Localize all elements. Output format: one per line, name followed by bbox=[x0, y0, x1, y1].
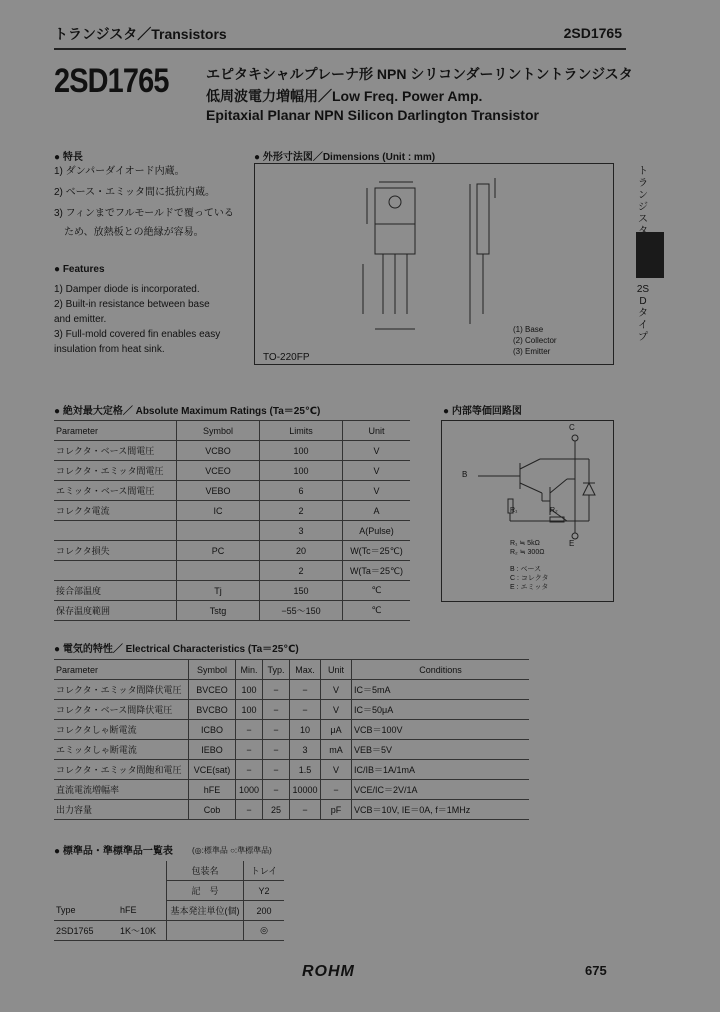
cell-limit: −55〜150 bbox=[260, 601, 343, 621]
pin-label: (3) Emitter bbox=[513, 347, 551, 356]
table-row bbox=[54, 601, 410, 621]
sidebar-text-1: トランジス bbox=[638, 166, 648, 225]
table-row bbox=[54, 921, 284, 941]
package-name: TO-220FP bbox=[263, 352, 310, 363]
table-row bbox=[54, 680, 529, 700]
col-header: Limits bbox=[260, 421, 343, 441]
cell: 記 号 bbox=[167, 881, 244, 901]
col-header: Max. bbox=[290, 660, 321, 680]
cell-unit: ℃ bbox=[343, 601, 411, 621]
cell-unit: V bbox=[343, 461, 411, 481]
circuit-label-r2: R₂ bbox=[550, 507, 558, 514]
cell-param: コレクタ・エミッタ間降伏電圧 bbox=[54, 680, 189, 700]
cell-symbol: Tstg bbox=[177, 601, 260, 621]
packaging-note: (◎:標準品 ○:準標準品) bbox=[192, 846, 272, 855]
circuit-box bbox=[441, 420, 614, 602]
cell-limit: 6 bbox=[260, 481, 343, 501]
col-header: Unit bbox=[343, 421, 411, 441]
col-header: Min. bbox=[236, 660, 263, 680]
abs-max-heading: ● 絶対最大定格／ Absolute Maximum Ratings (Ta＝25℃) bbox=[54, 406, 321, 417]
col-header: Parameter bbox=[54, 660, 189, 680]
cell: 基本発注単位(個) bbox=[167, 901, 244, 921]
cell bbox=[54, 861, 118, 881]
table-row bbox=[54, 780, 529, 800]
cell-min: 100 bbox=[236, 680, 263, 700]
features-en-list bbox=[54, 282, 220, 357]
cell-param: コレクタ電流 bbox=[54, 501, 177, 521]
cell-symbol: PC bbox=[177, 541, 260, 561]
packaging-heading: ● 標準品・準標準品一覧表 bbox=[54, 846, 173, 857]
dimensions-heading: ● 外形寸法図／Dimensions (Unit : mm) bbox=[254, 152, 436, 163]
title-line-1: エピタキシャルプレーナ形 NPN シリコンダーリントントランジスタ bbox=[206, 66, 633, 82]
cell-unit: V bbox=[321, 760, 352, 780]
features-en-item: 2) Built-in resistance between base bbox=[54, 299, 210, 310]
cell-unit: V bbox=[343, 481, 411, 501]
features-en-item: 1) Damper diode is incorporated. bbox=[54, 284, 200, 295]
cell-min: 100 bbox=[236, 700, 263, 720]
cell-unit: pF bbox=[321, 800, 352, 820]
cell-symbol: hFE bbox=[189, 780, 236, 800]
cell-limit: 100 bbox=[260, 461, 343, 481]
table-row bbox=[54, 861, 284, 881]
pin-label: (1) Base bbox=[513, 325, 544, 334]
cell-symbol bbox=[177, 561, 260, 581]
title-line-2: 低周波電力増幅用／Low Freq. Power Amp. bbox=[206, 88, 483, 104]
col-header: Symbol bbox=[189, 660, 236, 680]
table-row bbox=[54, 581, 410, 601]
cell-param bbox=[54, 561, 177, 581]
elec-heading: ● 電気的特性／ Electrical Characteristics (Ta＝25℃) bbox=[54, 644, 299, 655]
cell-unit: − bbox=[321, 780, 352, 800]
table-row bbox=[54, 561, 410, 581]
packaging-table bbox=[54, 861, 284, 941]
cell-unit: V bbox=[343, 441, 411, 461]
table-row bbox=[54, 541, 410, 561]
cell-unit: μA bbox=[321, 720, 352, 740]
cell-unit: A(Pulse) bbox=[343, 521, 411, 541]
features-jp-list bbox=[54, 164, 234, 240]
cell-param: 保存温度範囲 bbox=[54, 601, 177, 621]
cell-cond: VCB＝10V, IE＝0A, f＝1MHz bbox=[352, 800, 530, 820]
features-en-item: and emitter. bbox=[54, 314, 107, 325]
table-header-row bbox=[54, 660, 529, 680]
resistor-value: R₂ ≒ 300Ω bbox=[510, 549, 545, 556]
table-row bbox=[54, 521, 410, 541]
cell-limit: 2 bbox=[260, 501, 343, 521]
cell-min: − bbox=[236, 720, 263, 740]
table-row bbox=[54, 700, 529, 720]
cell-param: コレクタ・エミッタ間飽和電圧 bbox=[54, 760, 189, 780]
features-jp-item: 1) ダンパーダイオード内蔵。 bbox=[54, 166, 185, 177]
cell-symbol: VCE(sat) bbox=[189, 760, 236, 780]
cell-symbol: ICBO bbox=[189, 720, 236, 740]
cell-symbol: VEBO bbox=[177, 481, 260, 501]
cell-param: 出力容量 bbox=[54, 800, 189, 820]
cell: 2SD1765 bbox=[54, 921, 118, 941]
cell bbox=[54, 881, 118, 901]
cell-typ: 25 bbox=[263, 800, 290, 820]
cell-symbol: VCEO bbox=[177, 461, 260, 481]
cell: 包装名 bbox=[167, 861, 244, 881]
cell-symbol: VCBO bbox=[177, 441, 260, 461]
cell-symbol: IEBO bbox=[189, 740, 236, 760]
features-en-item: 3) Full-mold covered fin enables easy bbox=[54, 329, 221, 340]
cell-cond: VCB＝100V bbox=[352, 720, 530, 740]
cell-symbol: Cob bbox=[189, 800, 236, 820]
cell-symbol: IC bbox=[177, 501, 260, 521]
cell-min: 1000 bbox=[236, 780, 263, 800]
cell-limit: 20 bbox=[260, 541, 343, 561]
cell-max: − bbox=[290, 800, 321, 820]
legend-item: E : エミッタ bbox=[510, 584, 549, 591]
cell: Y2 bbox=[244, 881, 285, 901]
cell-param: エミッタしゃ断電流 bbox=[54, 740, 189, 760]
cell-typ: − bbox=[263, 740, 290, 760]
abs-max-table bbox=[54, 420, 410, 621]
cell-max: − bbox=[290, 700, 321, 720]
header-part-number: 2SD1765 bbox=[563, 25, 622, 41]
table-row bbox=[54, 441, 410, 461]
cell-min: − bbox=[236, 800, 263, 820]
cell-unit: V bbox=[321, 700, 352, 720]
cell-cond: IC＝50μA bbox=[352, 700, 530, 720]
sidebar-tab bbox=[636, 232, 664, 278]
cell-limit: 150 bbox=[260, 581, 343, 601]
cell: hFE bbox=[118, 901, 167, 921]
col-header: Typ. bbox=[263, 660, 290, 680]
cell-unit: V bbox=[321, 680, 352, 700]
cell-param: 直流電流増幅率 bbox=[54, 780, 189, 800]
circuit-label-b: B bbox=[462, 470, 468, 479]
table-row bbox=[54, 901, 284, 921]
circuit-legend bbox=[510, 565, 549, 592]
cell-limit: 100 bbox=[260, 441, 343, 461]
cell-unit: W(Ta＝25℃) bbox=[343, 561, 411, 581]
cell: トレイ bbox=[244, 861, 285, 881]
features-jp-item: ため、放熱板との絶縁が容易。 bbox=[54, 227, 204, 238]
cell-symbol bbox=[177, 521, 260, 541]
cell-limit: 2 bbox=[260, 561, 343, 581]
sidebar-text-2: 2SDタイプ bbox=[636, 284, 650, 343]
cell-cond: IC/IB＝1A/1mA bbox=[352, 760, 530, 780]
table-row bbox=[54, 740, 529, 760]
cell-unit: A bbox=[343, 501, 411, 521]
dimensions-drawing-box bbox=[254, 163, 614, 365]
pin-label: (2) Collector bbox=[513, 336, 557, 345]
cell-min: − bbox=[236, 740, 263, 760]
cell-param: コレクタ・エミッタ間電圧 bbox=[54, 461, 177, 481]
cell bbox=[118, 881, 167, 901]
features-jp-item: 2) ベース・エミッタ間に抵抗内蔵。 bbox=[54, 187, 215, 198]
table-row bbox=[54, 481, 410, 501]
title-line-3: Epitaxial Planar NPN Silicon Darlington Transistor bbox=[206, 107, 539, 123]
table-row bbox=[54, 760, 529, 780]
col-header: Conditions bbox=[352, 660, 530, 680]
cell: 1K〜10K bbox=[118, 921, 167, 941]
cell-typ: − bbox=[263, 700, 290, 720]
cell-param: コレクタ・ベース間電圧 bbox=[54, 441, 177, 461]
circuit-values bbox=[510, 539, 544, 557]
features-jp-heading: ● 特長 bbox=[54, 152, 83, 163]
cell bbox=[118, 861, 167, 881]
elec-table bbox=[54, 659, 529, 820]
cell-cond: VEB＝5V bbox=[352, 740, 530, 760]
cell-param: コレクタ損失 bbox=[54, 541, 177, 561]
cell-param: 接合部温度 bbox=[54, 581, 177, 601]
cell-max: − bbox=[290, 680, 321, 700]
circuit-label-r1: R₁ bbox=[510, 507, 518, 514]
table-row bbox=[54, 800, 529, 820]
header-divider bbox=[54, 48, 626, 50]
cell-max: 10000 bbox=[290, 780, 321, 800]
package-outline-drawing bbox=[255, 164, 613, 364]
cell-cond: VCE/IC＝2V/1A bbox=[352, 780, 530, 800]
cell-typ: − bbox=[263, 680, 290, 700]
page-number: 675 bbox=[585, 963, 607, 978]
resistor-value: R₁ ≒ 5kΩ bbox=[510, 540, 540, 547]
table-header-row bbox=[54, 421, 410, 441]
table-row bbox=[54, 720, 529, 740]
header-category: トランジスタ／Transistors bbox=[54, 26, 227, 42]
features-jp-item: 3) フィンまでフルモールドで覆っている bbox=[54, 208, 234, 219]
cell-limit: 3 bbox=[260, 521, 343, 541]
rohm-logo: ROHM bbox=[302, 963, 355, 980]
part-number-title: 2SD1765 bbox=[54, 62, 169, 100]
cell bbox=[167, 921, 244, 941]
cell-typ: − bbox=[263, 780, 290, 800]
cell: ◎ bbox=[244, 921, 285, 941]
cell-max: 10 bbox=[290, 720, 321, 740]
cell-unit: W(Tc＝25℃) bbox=[343, 541, 411, 561]
cell: Type bbox=[54, 901, 118, 921]
legend-item: C : コレクタ bbox=[510, 575, 549, 582]
cell-typ: − bbox=[263, 760, 290, 780]
cell-param: エミッタ・ベース間電圧 bbox=[54, 481, 177, 501]
circuit-heading: ● 内部等価回路図 bbox=[443, 406, 522, 417]
table-row bbox=[54, 461, 410, 481]
cell-unit: ℃ bbox=[343, 581, 411, 601]
features-en-heading: ● Features bbox=[54, 264, 105, 275]
cell: 200 bbox=[244, 901, 285, 921]
legend-item: B : ベース bbox=[510, 566, 542, 573]
table-row bbox=[54, 881, 284, 901]
cell-typ: − bbox=[263, 720, 290, 740]
cell-min: − bbox=[236, 760, 263, 780]
col-header: Parameter bbox=[54, 421, 177, 441]
features-en-item: insulation from heat sink. bbox=[54, 344, 165, 355]
cell-max: 3 bbox=[290, 740, 321, 760]
pin-legend bbox=[513, 324, 557, 357]
circuit-label-e: E bbox=[569, 539, 575, 548]
cell-symbol: BVCEO bbox=[189, 680, 236, 700]
cell-symbol: Tj bbox=[177, 581, 260, 601]
cell-param: コレクタしゃ断電流 bbox=[54, 720, 189, 740]
table-row bbox=[54, 501, 410, 521]
cell-symbol: BVCBO bbox=[189, 700, 236, 720]
cell-max: 1.5 bbox=[290, 760, 321, 780]
cell-param: コレクタ・ベース間降伏電圧 bbox=[54, 700, 189, 720]
cell-cond: IC＝5mA bbox=[352, 680, 530, 700]
cell-unit: mA bbox=[321, 740, 352, 760]
col-header: Unit bbox=[321, 660, 352, 680]
col-header: Symbol bbox=[177, 421, 260, 441]
circuit-label-c: C bbox=[569, 423, 575, 432]
cell-param bbox=[54, 521, 177, 541]
